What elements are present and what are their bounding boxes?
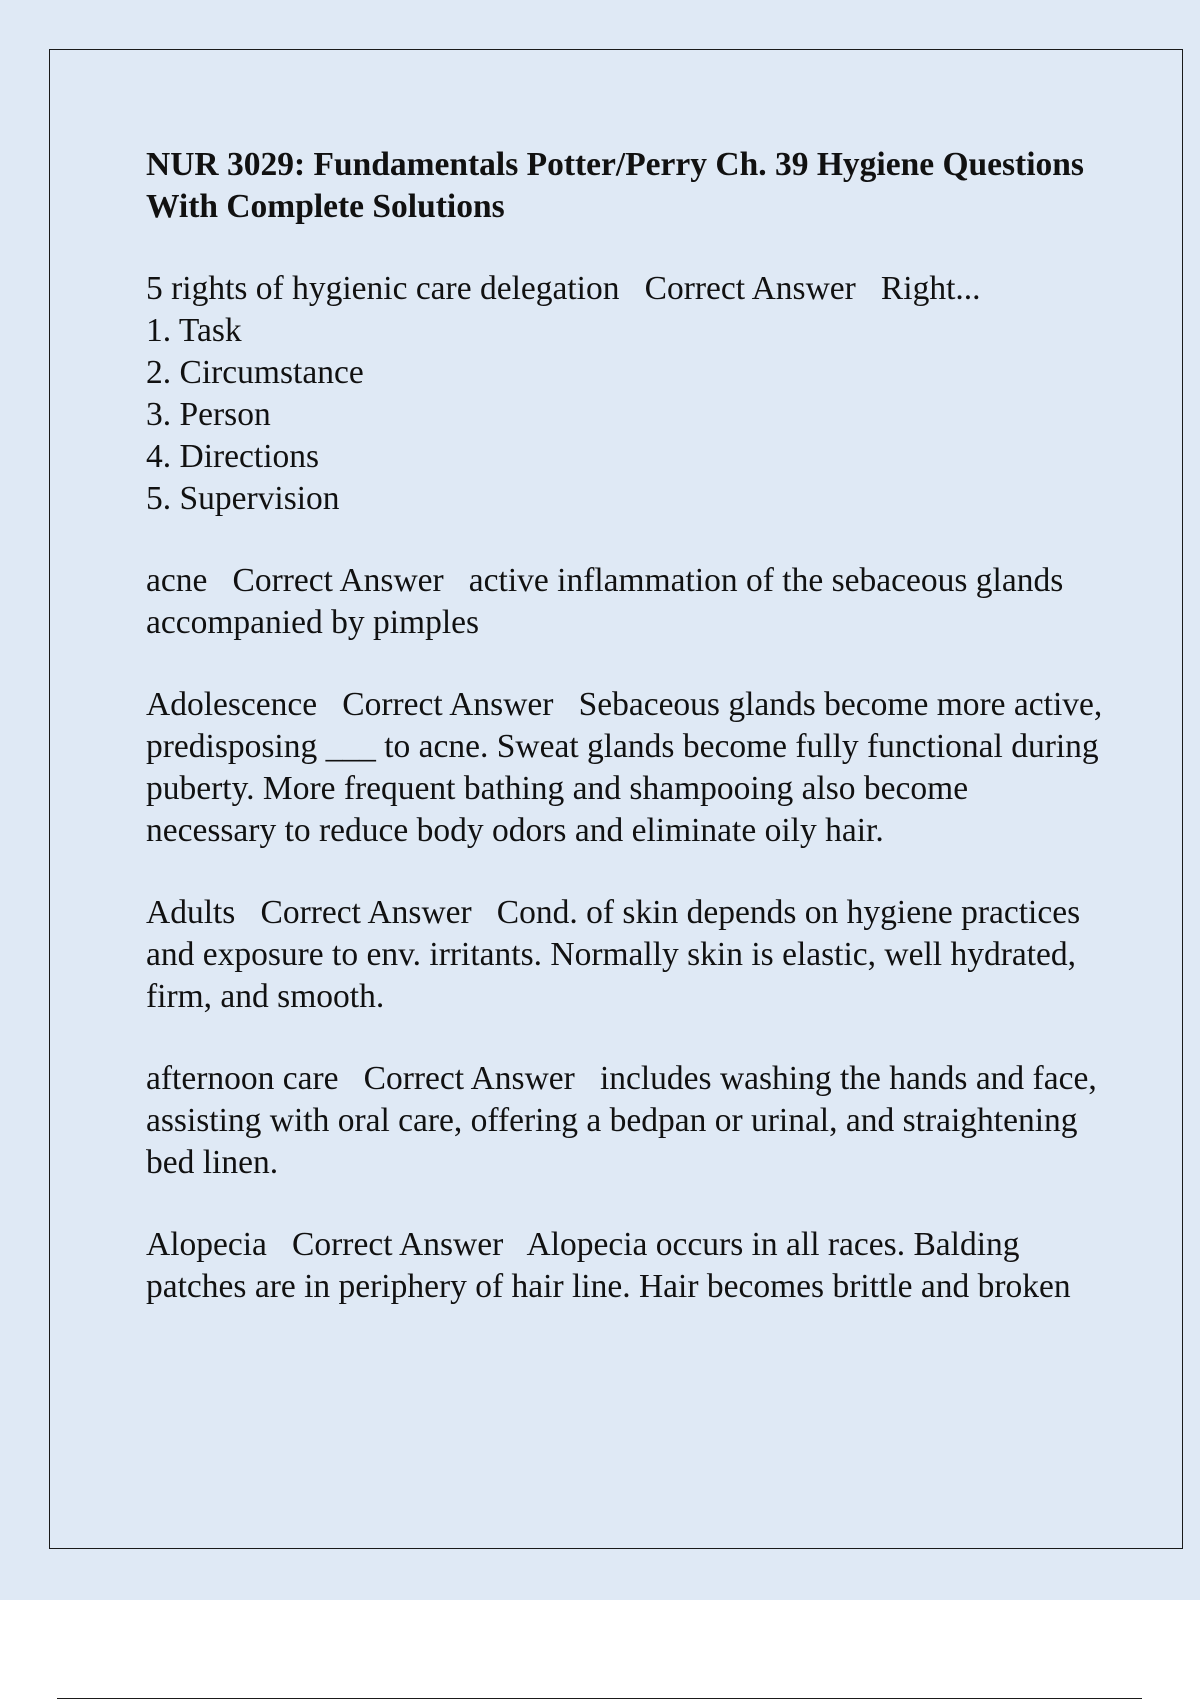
document-title: NUR 3029: Fundamentals Potter/Perry Ch. 39 Hygiene Questions With Complete Solutions xyxy=(146,146,1084,225)
entry-term: Adolescence xyxy=(146,686,318,723)
entry-answer: Right... xyxy=(880,270,981,307)
qa-entry xyxy=(146,1058,1106,1184)
correct-answer-label: Correct Answer xyxy=(342,686,554,723)
entry-term: Adults xyxy=(146,894,236,931)
entry-term: Alopecia xyxy=(146,1226,267,1263)
entry-answer: Sebaceous glands become more active, predisposing ___ to acne. Sweat glands become fully functional during puberty. More frequent bathing and shampooing also become necessary to reduce body odors and eliminate oily hair. xyxy=(146,686,1103,849)
correct-answer-label: Correct Answer xyxy=(232,562,444,599)
correct-answer-label: Correct Answer xyxy=(363,1060,575,1097)
qa-entry xyxy=(146,268,1106,520)
correct-answer-label: Correct Answer xyxy=(260,894,472,931)
correct-answer-label: Correct Answer xyxy=(292,1226,504,1263)
document-body xyxy=(146,144,1106,1348)
footer-divider xyxy=(57,1698,1142,1699)
entry-answer: Cond. of skin depends on hygiene practices and exposure to env. irritants. Normally skin is elastic, well hydrated, firm, and smooth. xyxy=(146,894,1081,1015)
list-item: 2. Circumstance xyxy=(146,354,364,391)
qa-entry xyxy=(146,684,1106,852)
qa-entry xyxy=(146,892,1106,1018)
entry-answer: includes washing the hands and face, assisting with oral care, offering a bedpan or urinal, and straightening bed linen. xyxy=(146,1060,1097,1181)
correct-answer-label: Correct Answer xyxy=(644,270,856,307)
list-item: 3. Person xyxy=(146,396,271,433)
list-item: 1. Task xyxy=(146,312,242,349)
entry-answer: active inflammation of the sebaceous glands accompanied by pimples xyxy=(146,562,1064,641)
list-item: 4. Directions xyxy=(146,438,320,475)
entry-term: acne xyxy=(146,562,208,599)
qa-entry xyxy=(146,560,1106,644)
entry-answer: Alopecia occurs in all races. Balding patches are in periphery of hair line. Hair becomes brittle and broken xyxy=(146,1226,1071,1305)
list-item: 5. Supervision xyxy=(146,480,340,517)
entry-term: afternoon care xyxy=(146,1060,339,1097)
entry-term: 5 rights of hygienic care delegation xyxy=(146,270,620,307)
qa-entry xyxy=(146,1224,1106,1308)
